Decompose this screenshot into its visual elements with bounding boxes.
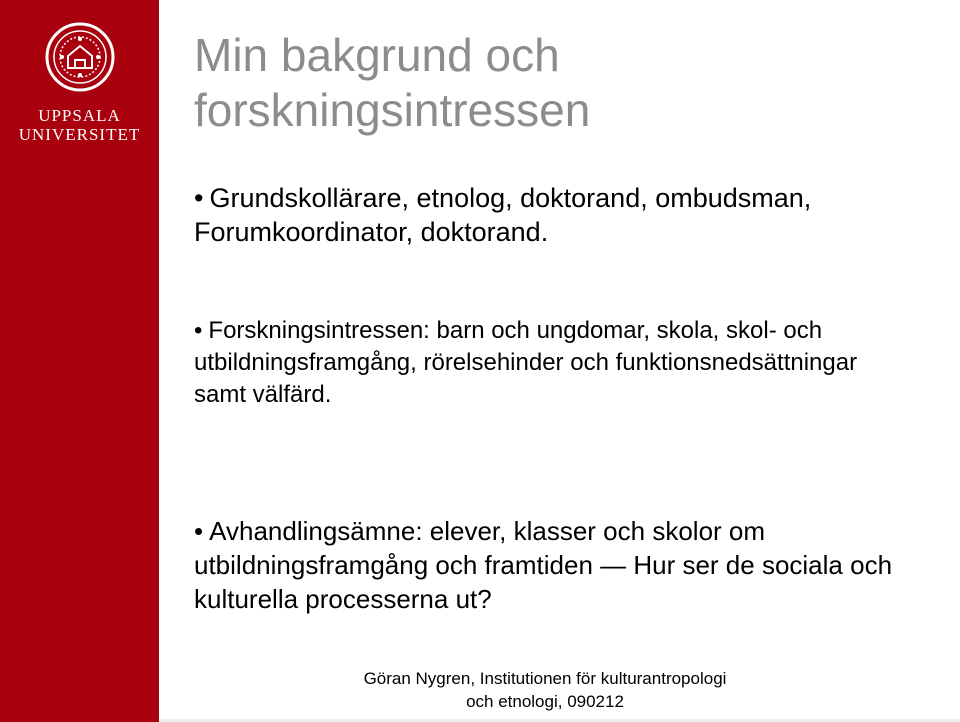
sidebar (0, 0, 159, 722)
bullet-marker: • (194, 317, 203, 344)
slide-title (194, 28, 934, 138)
footer-line-1: Göran Nygren, Institutionen för kulturantropologi (363, 669, 727, 688)
bullet-item (194, 181, 924, 249)
slide-title-line-2: forskningsintressen (194, 84, 591, 136)
logo-line-1: UPPSALA (38, 106, 121, 125)
bullet-text: Avhandlingsämne: elever, klasser och skolor om utbildningsframgång och framtiden — Hur ser de sociala och kulturella processerna ut? (194, 516, 893, 614)
slide-title-line-1: Min bakgrund och (194, 29, 560, 81)
bullet-text: Forskningsintressen: barn och ungdomar, skola, skol- och utbildningsframgång, rörelsehinder och funktionsnedsättningar samt välfärd. (194, 317, 858, 408)
university-seal-icon (45, 22, 115, 92)
footer-line-2: och etnologi, 090212 (466, 692, 624, 711)
bullet-marker: • (194, 183, 204, 213)
bullet-item (194, 514, 934, 616)
university-logo (0, 22, 159, 144)
bullet-text: Grundskollärare, etnolog, doktorand, ombudsman, Forumkoordinator, doktorand. (194, 183, 812, 247)
bullet-item (194, 315, 914, 411)
logo-line-2: UNIVERSITET (18, 125, 141, 144)
footer (330, 667, 760, 713)
bullet-marker: • (194, 516, 204, 546)
